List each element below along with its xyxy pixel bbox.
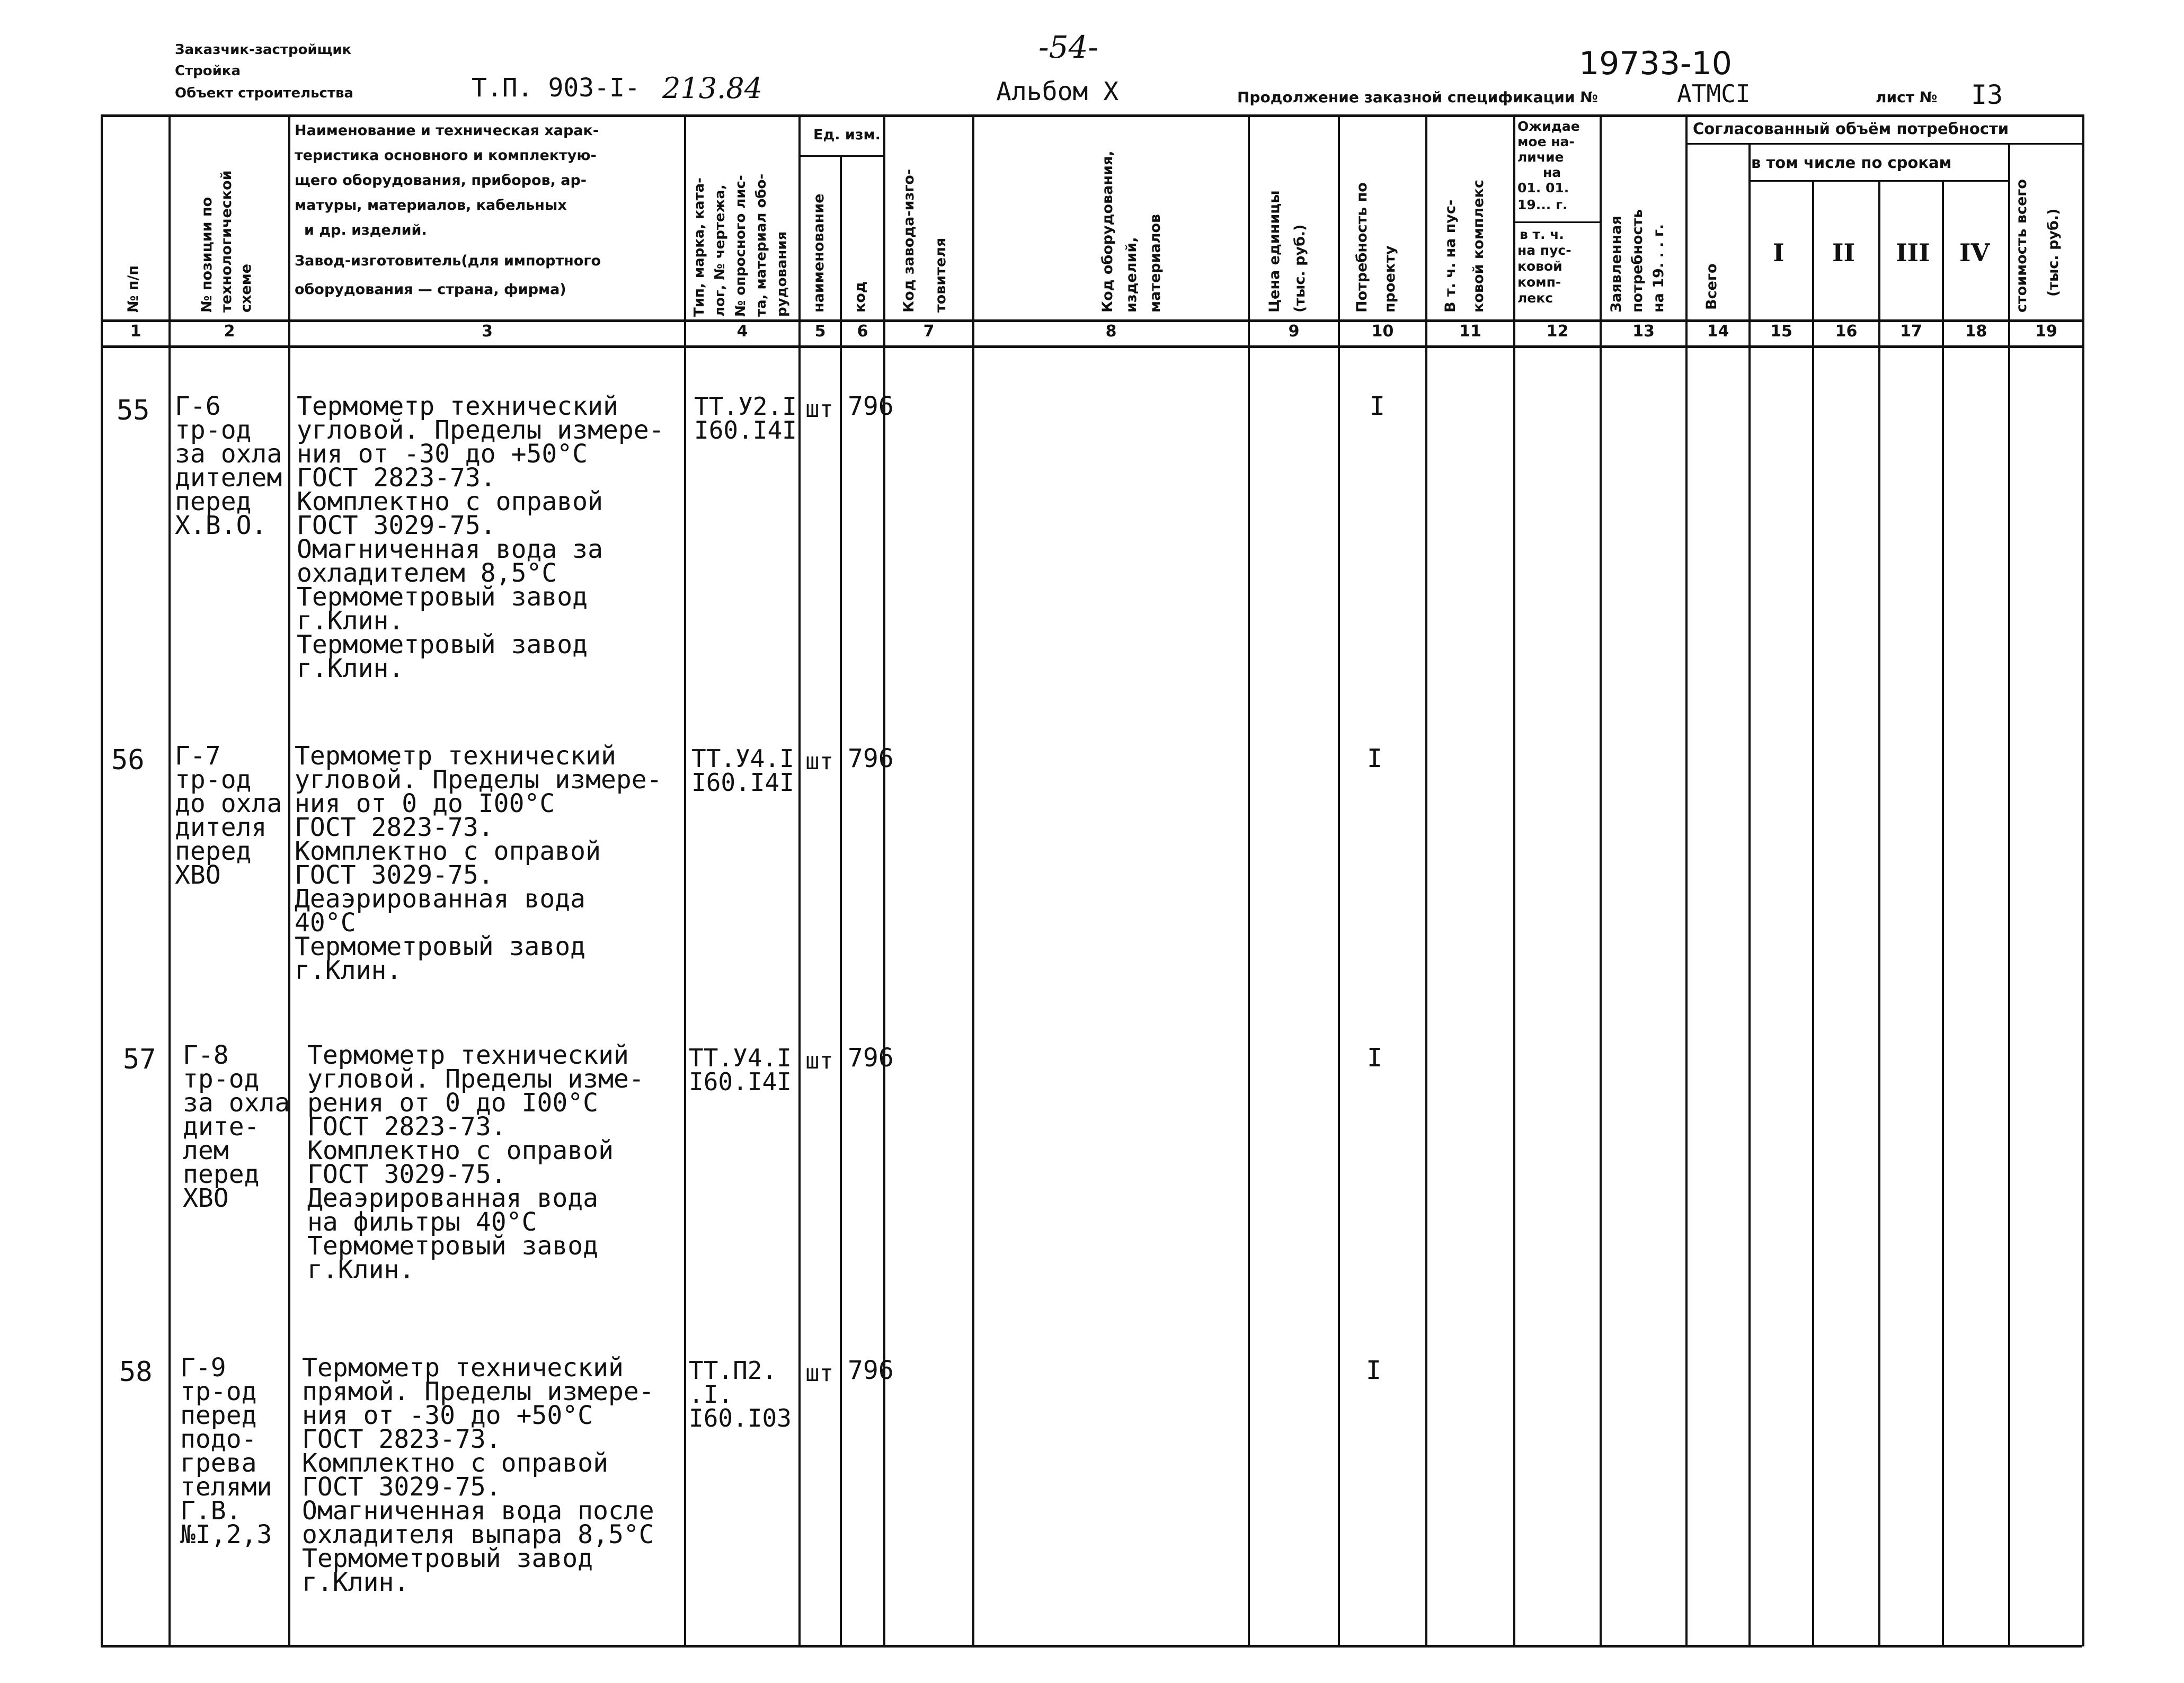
col-13-header-line1: Заявленная [1608,216,1624,313]
code-cell: 796 [848,391,894,421]
description-cell: Термометр технический угловой. Пределы измере- ния от 0 до I00°С ГОСТ 2823-73. Комплектно с оправой ГОСТ 3029-75. Деаэрированная вода 40°С Термометровый завод г.Клин. [295,741,662,985]
col-number: 9 [1288,322,1300,341]
col-9-header-line1: Цена единицы [1266,190,1283,313]
col-number: 14 [1707,322,1729,341]
unit-group-header: Ед. изм. [813,127,881,143]
col-8-header-line2: изделий, [1123,237,1140,313]
col-number: 4 [736,322,748,341]
col-number: 19 [2035,322,2057,341]
col-9-header-line2: (тыс. руб.) [1292,224,1308,313]
col-number: 7 [923,322,935,341]
col-12-top-line4: на [1543,165,1561,180]
col-2-header-line2: технологической [218,170,235,313]
col-number: 6 [857,322,868,341]
customer-label: Заказчик-застройщик [175,42,352,58]
type-cell: ТТ.У2.I I60.I4I [694,392,797,444]
col-3-header-line7: оборудования — страна, фирма) [295,281,566,298]
row-number: 58 [119,1356,153,1388]
col-2-header-line3: схеме [238,263,254,313]
need-cell: I [1366,1356,1381,1385]
col-12-bottom-line4: комп- [1517,274,1561,290]
agreed-volume-header: Согласованный объём потребности [1693,120,2009,138]
col-number: 16 [1835,322,1858,341]
tp-code: Т.П. 903-I- [472,73,640,103]
album-label: Альбом X [996,77,1119,106]
doc-number: 19733-10 [1579,45,1732,82]
description-cell: Термометр технический угловой. Пределы изме- рения от 0 до I00°С ГОСТ 2823-73. Комплектно с оправой ГОСТ 3029-75. Деаэрированная вода на фильтры 40°С Термометровый завод г.Клин. [307,1040,644,1285]
col-10-header-line1: Потребность по [1354,182,1370,313]
col-4-header-line2: лог, № чертежа, [712,184,728,317]
col-number: 8 [1105,322,1117,341]
col-6-header: код [852,281,868,313]
col-number: 11 [1459,322,1481,341]
col-5-header: наименование [811,193,827,313]
unit-cell: шт [805,396,833,423]
col-12-top-line3: личие [1517,149,1564,165]
position-cell: Г-9 тр-од перед подо- грева телями Г.В. №I,2,3 [180,1353,272,1550]
col-number: 3 [482,322,493,341]
col-number: 2 [224,322,235,341]
col-12-top-line6: 19... г. [1517,197,1568,212]
col-8-header-line1: Код оборудования, [1099,150,1116,313]
col-12-bottom-line5: лекс [1517,290,1553,306]
col-7-header-line1: Код завода-изго- [901,168,917,313]
col-12-top-line1: Ожидае [1517,119,1580,134]
col-3-header-line6: Завод-изготовитель(для импортного [295,253,601,269]
spec-value: АТМСI [1677,79,1751,108]
col-number: 10 [1371,322,1394,341]
col-12-bottom-line3: ковой [1517,259,1562,274]
type-cell: ТТ.У4.I I60.I4I [691,744,794,797]
row-number: 56 [111,744,145,776]
col-19-header-line2: (тыс. руб.) [2045,208,2062,297]
position-cell: Г-8 тр-од за охла дите- лем перед ХВО [183,1040,290,1213]
col-number: 17 [1900,322,1922,341]
col-13-header-line3: на 19. . . г. [1650,224,1667,313]
code-cell: 796 [848,1043,894,1073]
col-12-bottom-line1: в т. ч. [1520,227,1564,242]
code-cell: 796 [848,744,894,773]
row-number: 57 [123,1044,156,1075]
col-4-header-line4: та, материал обо- [753,173,769,317]
col-10-header-line2: проекту [1382,245,1398,313]
need-cell: I [1370,391,1385,421]
col-4-header-line1: Тип, марка, ката- [691,177,707,317]
col-number: 18 [1965,322,1987,341]
sheet-value: I3 [1971,79,2003,110]
description-cell: Термометр технический угловой. Пределы измере- ния от -30 до +50°С ГОСТ 2823-73. Комплектно с оправой ГОСТ 3029-75. Омагниченная вода за охладителем 8,5°С Термометровый завод г.Клин. Термометровый завод г.Клин. [297,391,664,683]
unit-cell: шт [805,748,833,775]
col-12-top-line2: мое на- [1517,134,1575,149]
col-3-header-line5: и др. изделий. [304,222,427,238]
col-7-header-line2: товителя [933,237,949,313]
col-3-header-line3: щего оборудования, приборов, ар- [295,172,587,189]
row-number: 55 [117,395,150,426]
terms-header: в том числе по срокам [1751,154,1952,172]
col-11-header-line1: В т. ч. на пус- [1442,199,1459,313]
col-4-header-line3: № опросного лис- [733,175,749,317]
col-4-header-line5: рудования [774,231,790,317]
position-cell: Г-7 тр-од до охла дителя перед ХВО [175,741,282,890]
col-3-header-line4: матуры, материалов, кабельных [295,197,567,213]
col-number: 15 [1770,322,1792,341]
type-cell: ТТ.П2. .I. I60.I03 [689,1356,792,1432]
col-number: 13 [1632,322,1655,341]
col-17-header: III [1896,238,1930,267]
col-3-header-line2: теристика основного и комплектую- [295,147,597,164]
position-cell: Г-6 тр-од за охла дителем перед Х.В.О. [175,391,282,540]
need-cell: I [1367,744,1382,773]
unit-cell: шт [805,1360,833,1387]
page-mark: -54- [1038,29,1098,65]
col-19-header-line1: стоимость всего [2013,179,2030,313]
col-8-header-line3: материалов [1147,213,1164,313]
col-15-header: I [1773,238,1785,267]
sheet-label: лист № [1876,88,1938,106]
col-3-header-line1: Наименование и техническая харак- [295,122,599,139]
col-number: 1 [130,322,141,341]
need-cell: I [1367,1043,1382,1073]
code-cell: 796 [848,1356,894,1385]
col-11-header-line2: ковой комплекс [1470,180,1487,313]
col-13-header-line2: потребность [1629,209,1646,313]
col-number: 12 [1546,322,1569,341]
col-12-top-line5: 01. 01. [1517,180,1569,195]
tp-code-handwritten: 213.84 [662,72,762,105]
construction-label: Стройка [175,63,241,79]
col-1-header: № п/п [125,265,141,313]
col-2-header-line1: № позиции по [199,197,215,313]
unit-cell: шт [805,1047,833,1074]
type-cell: ТТ.У4.I I60.I4I [689,1044,792,1096]
col-14-header: Всего [1703,263,1720,310]
col-18-header: IV [1959,238,1990,267]
col-number: 5 [814,322,826,341]
object-label: Объект строительства [175,85,354,101]
spec-label: Продолжение заказной спецификации № [1237,88,1598,106]
col-16-header: II [1832,238,1855,267]
description-cell: Термометр технический прямой. Пределы измере- ния от -30 до +50°С ГОСТ 2823-73. Комплектно с оправой ГОСТ 3029-75. Омагниченная вода после охладителя выпара 8,5°С Термометровый завод г.Клин. [302,1353,654,1597]
col-12-bottom-line2: на пус- [1517,243,1572,258]
